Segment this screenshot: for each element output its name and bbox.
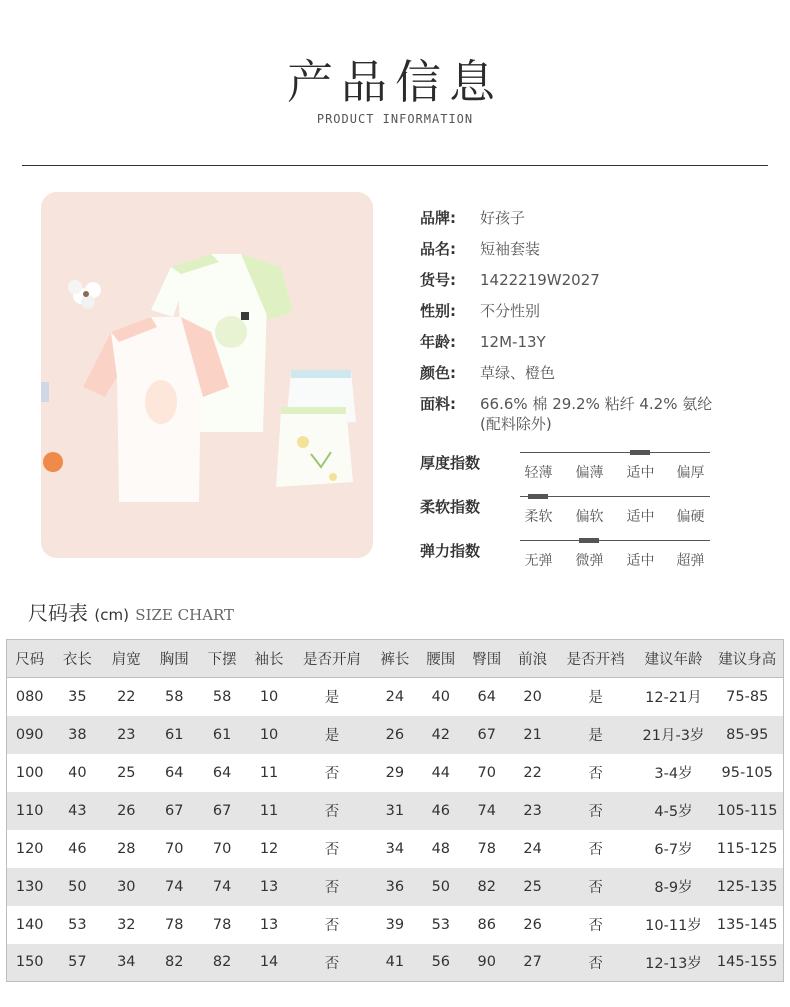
size-table-header-cell: 胸围: [150, 640, 198, 678]
softness-line: [520, 496, 710, 497]
size-table-header-cell: 肩宽: [102, 640, 150, 678]
thickness-title: 厚度指数: [420, 454, 481, 472]
table-cell: 74: [150, 868, 198, 906]
name-label: 品名:: [420, 240, 456, 258]
table-cell: 40: [431, 688, 451, 705]
sku-value: 1422219W2027: [480, 271, 600, 289]
table-row: [7, 716, 784, 754]
table-cell: 否: [556, 868, 636, 906]
table-cell: 否: [324, 842, 340, 858]
elasticity-opt-2: 适中: [626, 553, 655, 569]
table-cell: 85-95: [711, 716, 783, 754]
table-cell: 64: [477, 688, 496, 705]
size-chart-title: [28, 597, 234, 626]
table-cell: 70: [212, 840, 232, 857]
table-cell: 080: [7, 678, 53, 716]
toy-ball-icon: [43, 452, 63, 472]
softness-marker: [528, 494, 548, 499]
table-cell: 36: [372, 868, 418, 906]
brand-label: 品牌:: [420, 209, 456, 227]
info-fabric: [420, 394, 780, 436]
brand-value: 好孩子: [480, 209, 526, 227]
color-label: 颜色:: [420, 364, 456, 382]
table-cell: 140: [7, 906, 53, 944]
elasticity-opt-1: 微弹: [575, 553, 604, 569]
table-cell: 67: [150, 792, 198, 830]
table-cell: 95-105: [711, 754, 783, 792]
table-cell: 61: [198, 716, 246, 754]
elasticity-marker: [579, 538, 599, 543]
fabric-value: 66.6% 棉 29.2% 粘纤 4.2% 氨纶: [480, 395, 713, 413]
table-cell: 58: [212, 688, 232, 705]
table-cell: 11: [259, 764, 279, 781]
size-table-header-cell: 建议年龄: [636, 640, 712, 678]
table-cell: 34: [102, 944, 150, 982]
table-cell: 39: [385, 916, 405, 933]
table-cell: 78: [212, 916, 232, 933]
table-cell: 27: [510, 944, 556, 982]
table-cell: 26: [102, 792, 150, 830]
table-cell: 78: [164, 916, 184, 933]
table-cell: 46: [418, 792, 464, 830]
table-cell: 13: [246, 868, 292, 906]
size-table-header-cell: 尺码: [7, 640, 53, 678]
sku-label: 货号:: [420, 271, 456, 289]
table-cell: 48: [431, 840, 451, 857]
table-cell: 31: [372, 792, 418, 830]
size-table-header-cell: 是否开肩: [292, 640, 372, 678]
table-cell: 100: [7, 754, 53, 792]
size-table-header-cell: 建议身高: [711, 640, 783, 678]
table-cell: 是: [588, 690, 603, 707]
elasticity-scale: [420, 540, 720, 580]
table-row: [7, 792, 784, 830]
size-table-header-cell: 臀围: [464, 640, 510, 678]
table-cell: 否: [588, 842, 603, 858]
thickness-scale: [420, 452, 720, 492]
table-cell: 115-125: [711, 830, 783, 868]
elasticity-title: 弹力指数: [420, 542, 481, 560]
elasticity-opt-0: 无弹: [524, 553, 553, 569]
table-cell: 64: [164, 764, 184, 781]
table-cell: 26: [523, 916, 542, 933]
table-cell: 否: [588, 766, 603, 782]
table-cell: 21: [510, 716, 556, 754]
table-row: [7, 868, 784, 906]
product-photo: [41, 192, 373, 558]
table-cell: 否: [588, 918, 603, 934]
table-cell: 20: [523, 688, 542, 705]
size-chart-title-cn: 尺码表: [28, 601, 88, 625]
table-cell: 否: [556, 792, 636, 830]
thickness-opt-0: 轻薄: [524, 465, 553, 481]
table-cell: 125-135: [711, 868, 783, 906]
table-cell: 22: [523, 764, 542, 781]
table-cell: 70: [164, 840, 184, 857]
table-cell: 44: [431, 764, 451, 781]
table-cell: 61: [150, 716, 198, 754]
table-cell: 120: [7, 830, 53, 868]
table-cell: 86: [477, 916, 496, 933]
size-table-header-cell: 裤长: [372, 640, 418, 678]
table-cell: 23: [102, 716, 150, 754]
table-cell: 22: [117, 688, 136, 705]
product-illustration: [41, 192, 373, 558]
table-cell: 145-155: [711, 944, 783, 982]
softness-scale: [420, 496, 720, 536]
table-row: [7, 906, 784, 944]
size-chart-title-en: SIZE CHART: [135, 606, 235, 624]
table-cell: 67: [198, 792, 246, 830]
table-cell: 10: [259, 688, 279, 705]
size-chart-table: [6, 639, 784, 982]
header-divider: [22, 165, 768, 166]
table-cell: 78: [477, 840, 496, 857]
table-cell: 否: [292, 868, 372, 906]
gender-label: 性别:: [420, 302, 456, 320]
table-cell: 57: [52, 944, 102, 982]
table-cell: 24: [523, 840, 542, 857]
table-cell: 82: [198, 944, 246, 982]
table-cell: 25: [510, 868, 556, 906]
table-cell: 3-4岁: [654, 766, 693, 782]
table-cell: 74: [198, 868, 246, 906]
table-cell: 14: [246, 944, 292, 982]
fabric-label: 面料:: [420, 395, 456, 413]
table-cell: 41: [372, 944, 418, 982]
size-table-body: [7, 678, 784, 982]
size-table-header-cell: 下摆: [198, 640, 246, 678]
table-cell: 否: [324, 918, 340, 934]
table-cell: 12-21月: [645, 690, 702, 707]
thickness-opt-1: 偏薄: [575, 465, 604, 481]
table-cell: 否: [324, 766, 340, 782]
size-table-header-row: [7, 640, 784, 678]
table-cell: 50: [418, 868, 464, 906]
size-table-header-cell: 前浪: [510, 640, 556, 678]
table-cell: 否: [292, 792, 372, 830]
table-cell: 82: [150, 944, 198, 982]
table-cell: 10: [246, 716, 292, 754]
size-table-header-cell: 是否开裆: [556, 640, 636, 678]
table-cell: 53: [431, 916, 451, 933]
table-cell: 30: [102, 868, 150, 906]
table-cell: 否: [292, 944, 372, 982]
table-cell: 是: [324, 690, 340, 707]
table-cell: 4-5岁: [636, 792, 712, 830]
size-table-header-cell: 袖长: [246, 640, 292, 678]
table-cell: 29: [385, 764, 405, 781]
table-cell: 50: [52, 868, 102, 906]
table-cell: 24: [385, 688, 405, 705]
thickness-opt-2: 适中: [626, 465, 655, 481]
table-cell: 32: [117, 916, 136, 933]
elasticity-opt-3: 超弹: [676, 553, 705, 569]
table-cell: 70: [477, 764, 496, 781]
size-table-header-cell: 腰围: [418, 640, 464, 678]
table-cell: 35: [68, 688, 87, 705]
page-header: [0, 0, 790, 175]
softness-title: 柔软指数: [420, 498, 481, 516]
table-cell: 40: [68, 764, 87, 781]
page-subtitle: PRODUCT INFORMATION: [316, 112, 474, 126]
table-cell: 13: [259, 916, 279, 933]
thickness-opt-3: 偏厚: [676, 465, 705, 481]
thickness-marker: [630, 450, 650, 455]
softness-opt-1: 偏软: [575, 509, 604, 525]
table-cell: 10-11岁: [645, 918, 702, 934]
size-table-header-cell: 衣长: [52, 640, 102, 678]
elasticity-line: [520, 540, 710, 541]
table-row: [7, 944, 784, 982]
table-cell: 42: [418, 716, 464, 754]
table-cell: 25: [117, 764, 136, 781]
table-cell: 150: [7, 944, 53, 982]
table-cell: 是: [556, 716, 636, 754]
table-cell: 26: [372, 716, 418, 754]
table-cell: 90: [464, 944, 510, 982]
table-row: [7, 678, 784, 716]
table-cell: 56: [418, 944, 464, 982]
table-cell: 46: [68, 840, 87, 857]
table-cell: 105-115: [711, 792, 783, 830]
table-cell: 8-9岁: [636, 868, 712, 906]
table-cell: 28: [117, 840, 136, 857]
softness-opt-0: 柔软: [524, 509, 553, 525]
softness-opt-3: 偏硬: [676, 509, 705, 525]
table-cell: 否: [556, 944, 636, 982]
table-cell: 23: [510, 792, 556, 830]
table-cell: 75-85: [711, 678, 783, 716]
table-cell: 6-7岁: [654, 842, 693, 858]
table-cell: 135-145: [711, 906, 783, 944]
table-cell: 67: [464, 716, 510, 754]
softness-opt-2: 适中: [626, 509, 655, 525]
table-cell: 64: [212, 764, 232, 781]
color-value: 草绿、橙色: [480, 364, 556, 382]
thickness-line: [520, 452, 710, 453]
table-cell: 11: [246, 792, 292, 830]
table-cell: 12: [259, 840, 279, 857]
table-row: [7, 754, 784, 792]
size-chart-unit: (cm): [94, 606, 129, 624]
table-cell: 34: [385, 840, 405, 857]
table-cell: 130: [7, 868, 53, 906]
table-cell: 74: [464, 792, 510, 830]
table-cell: 090: [7, 716, 53, 754]
age-value: 12M-13Y: [480, 333, 546, 351]
table-cell: 58: [164, 688, 184, 705]
name-value: 短袖套装: [480, 240, 541, 258]
page-title: 产品信息: [287, 55, 503, 109]
table-cell: 82: [464, 868, 510, 906]
table-cell: 是: [292, 716, 372, 754]
table-row: [7, 830, 784, 868]
age-label: 年龄:: [420, 333, 456, 351]
table-cell: 38: [52, 716, 102, 754]
table-cell: 43: [52, 792, 102, 830]
table-cell: 21月-3岁: [636, 716, 712, 754]
fabric-note: (配料除外): [480, 415, 552, 433]
gender-value: 不分性别: [480, 302, 541, 320]
table-cell: 53: [68, 916, 87, 933]
table-cell: 12-13岁: [636, 944, 712, 982]
table-cell: 110: [7, 792, 53, 830]
